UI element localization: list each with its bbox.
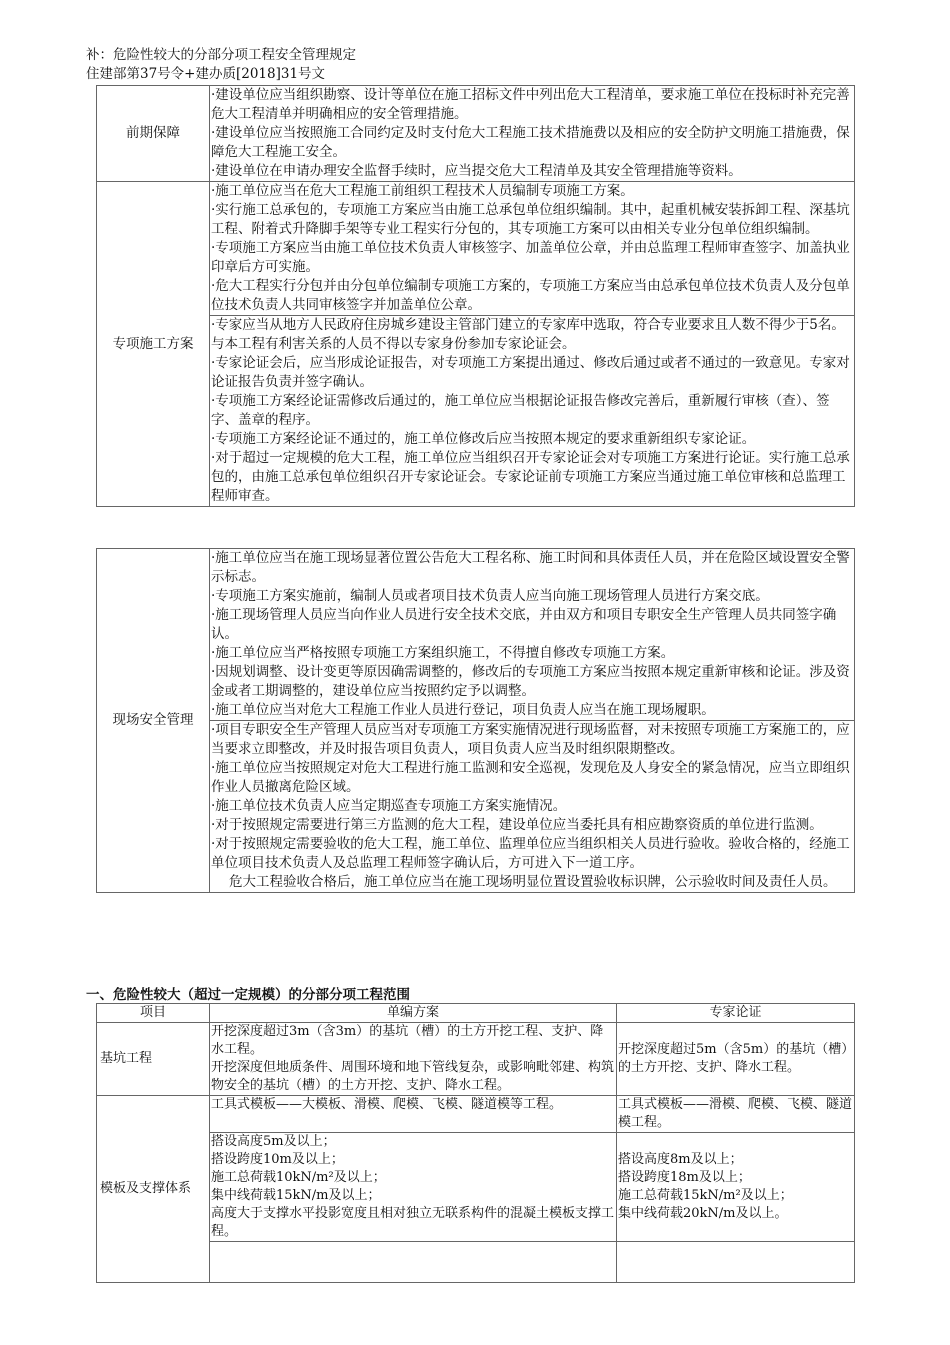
clause: 危大工程验收合格后，施工单位应当在施工现场明显位置设置验收标识牌，公示验收时间及责任人员。 (229, 874, 837, 890)
clause: ·专项施工方案实施前，编制人员或者项目技术负责人应当向施工现场管理人员进行方案交底。 (211, 588, 769, 604)
expert-cell (617, 1096, 855, 1133)
clause: ·专家应当从地方人民政府住房城乡建设主管部门建立的专家库中选取，符合专业要求且人数不得少于5名。与本工程有利害关系的人员不得以专家身份参加专家论证会。 (211, 317, 845, 352)
item-text: 工具式模板——大模板、滑模、爬模、飞模、隧道模等工程。 (211, 1097, 563, 1112)
table-row (97, 721, 855, 893)
item-text: 集中线荷载15kN/m及以上； (211, 1188, 381, 1203)
clause: ·危大工程实行分包并由分包单位编制专项施工方案的，专项施工方案应当由总承包单位技术负责人及分包单位技术负责人共同审核签字并加盖单位公章。 (211, 278, 850, 313)
category-cell: 前期保障 (97, 86, 210, 182)
expert-cell (617, 1023, 855, 1096)
safety-management-table-1 (96, 85, 855, 507)
table-row (97, 549, 855, 721)
section-heading: 一、危险性较大（超过一定规模）的分部分项工程范围 (86, 987, 410, 1003)
item-text: 搭设跨度10m及以上； (211, 1152, 344, 1167)
item-text: 集中线荷载20kN/m及以上。 (618, 1206, 788, 1221)
category-cell: 模板及支撑体系 (97, 1096, 210, 1283)
content-cell (210, 182, 855, 316)
clause: ·实行施工总承包的，专项施工方案应当由施工总承包单位组织编制。其中，起重机械安装拆卸工程、深基坑工程、附着式升降脚手架等专业工程实行分包的，其专项施工方案可以由相关专业分包单位组织编制。 (211, 202, 850, 237)
plan-cell (210, 1133, 617, 1242)
clause: ·专项施工方案应当由施工单位技术负责人审核签字、加盖单位公章，并由总监理工程师审查签字、加盖执业印章后方可实施。 (211, 240, 850, 275)
clause: ·施工单位应当严格按照专项施工方案组织施工，不得擅自修改专项施工方案。 (211, 645, 675, 661)
item-text: 搭设高度5m及以上； (211, 1134, 336, 1149)
table-row (97, 1242, 855, 1283)
expert-cell (617, 1133, 855, 1242)
expert-cell (617, 1242, 855, 1283)
clause: ·建设单位应当组织勘察、设计等单位在施工招标文件中列出危大工程清单，要求施工单位在投标时补充完善危大工程清单并明确相应的安全管理措施。 (211, 87, 850, 122)
column-header: 单编方案 (210, 1004, 617, 1023)
clause: ·施工单位应当在危大工程施工前组织工程技术人员编制专项施工方案。 (211, 183, 634, 199)
column-header: 专家论证 (617, 1004, 855, 1023)
plan-cell (210, 1096, 617, 1133)
item-text: 工具式模板——滑模、爬模、飞模、隧道模工程。 (618, 1097, 853, 1130)
clause: ·施工单位应当按照规定对危大工程进行施工监测和安全巡视，发现危及人身安全的紧急情况，应当立即组织作业人员撤离危险区域。 (211, 760, 850, 795)
clause: ·专家论证会后，应当形成论证报告，对专项施工方案提出通过、修改后通过或者不通过的一致意见。专家对论证报告负责并签字确认。 (211, 355, 850, 390)
content-cell (210, 721, 855, 893)
category-cell: 现场安全管理 (97, 549, 210, 893)
table-row (97, 86, 855, 182)
item-text: 施工总荷载10kN/m²及以上； (211, 1170, 386, 1185)
item-text: 开挖深度超过5m（含5m）的基坑（槽）的土方开挖、支护、降水工程。 (618, 1042, 848, 1075)
table-row (97, 1133, 855, 1242)
column-header: 项目 (97, 1004, 210, 1023)
item-text: 开挖深度但地质条件、周围环境和地下管线复杂，或影响毗邻建、构筑物安全的基坑（槽）的土方开挖、支护、降水工程。 (211, 1060, 615, 1093)
clause: ·施工单位应当在施工现场显著位置公告危大工程名称、施工时间和具体责任人员，并在危险区域设置安全警示标志。 (211, 550, 850, 585)
item-text: 搭设跨度18m及以上； (618, 1170, 751, 1185)
item-text: 搭设高度8m及以上； (618, 1152, 743, 1167)
category-cell: 基坑工程 (97, 1023, 210, 1096)
table-header-row (97, 1004, 855, 1023)
clause: ·项目专职安全生产管理人员应当对专项施工方案实施情况进行现场监督，对未按照专项施工方案施工的，应当要求立即整改，并及时报告项目负责人，项目负责人应当及时组织限期整改。 (211, 722, 850, 757)
document-title: 补：危险性较大的分部分项工程安全管理规定 (86, 47, 356, 63)
item-text: 高度大于支撑水平投影宽度且相对独立无联系构件的混凝土模板支撑工程。 (211, 1206, 615, 1239)
content-cell (210, 316, 855, 507)
table-row (97, 1096, 855, 1133)
content-cell (210, 86, 855, 182)
safety-management-table-2 (96, 548, 855, 893)
plan-cell (210, 1023, 617, 1096)
table-row (97, 1023, 855, 1096)
clause: ·因规划调整、设计变更等原因确需调整的，修改后的专项施工方案应当按照本规定重新审核和论证。涉及资金或者工期调整的，建设单位应当按照约定予以调整。 (211, 664, 850, 699)
category-cell: 专项施工方案 (97, 182, 210, 507)
regulation-reference: 住建部第37号令+建办质[2018]31号文 (86, 66, 326, 82)
table-row (97, 316, 855, 507)
clause: ·施工单位技术负责人应当定期巡查专项施工方案实施情况。 (211, 798, 567, 814)
clause: ·建设单位应当按照施工合同约定及时支付危大工程施工技术措施费以及相应的安全防护文明施工措施费，保障危大工程施工安全。 (211, 125, 850, 160)
clause: ·施工现场管理人员应当向作业人员进行安全技术交底，并由双方和项目专职安全生产管理人员共同签字确认。 (211, 607, 837, 642)
clause: ·对于超过一定规模的危大工程，施工单位应当组织召开专家论证会对专项施工方案进行论证。实行施工总承包的，由施工总承包单位组织召开专家论证会。专家论证前专项施工方案应当通过施工单位审核和总监理工程师审查。 (211, 450, 850, 504)
table-row (97, 182, 855, 316)
clause: ·对于按照规定需要验收的危大工程，施工单位、监理单位应当组织相关人员进行验收。验收合格的，经施工单位项目技术负责人及总监理工程师签字确认后，方可进入下一道工序。 (211, 836, 850, 871)
clause: ·施工单位应当对危大工程施工作业人员进行登记，项目负责人应当在施工现场履职。 (211, 702, 715, 718)
clause: ·建设单位在申请办理安全监督手续时，应当提交危大工程清单及其安全管理措施等资料。 (211, 163, 742, 179)
content-cell (210, 549, 855, 721)
hazard-scope-table (96, 1003, 855, 1283)
item-text: 施工总荷载15kN/m²及以上； (618, 1188, 793, 1203)
plan-cell (210, 1242, 617, 1283)
item-text: 开挖深度超过3m（含3m）的基坑（槽）的土方开挖工程、支护、降水工程。 (211, 1024, 604, 1057)
clause: ·专项施工方案经论证需修改后通过的，施工单位应当根据论证报告修改完善后，重新履行审核（查）、签字、盖章的程序。 (211, 393, 830, 428)
clause: ·对于按照规定需要进行第三方监测的危大工程，建设单位应当委托具有相应勘察资质的单位进行监测。 (211, 817, 823, 833)
clause: ·专项施工方案经论证不通过的，施工单位修改后应当按照本规定的要求重新组织专家论证。 (211, 431, 756, 447)
